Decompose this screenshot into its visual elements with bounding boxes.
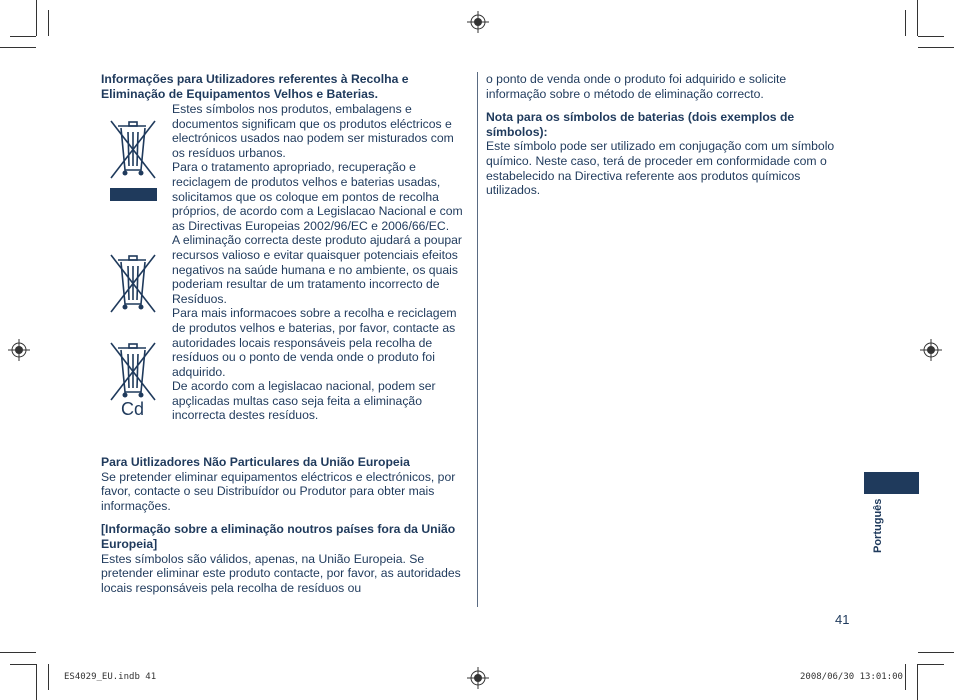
crop-mark — [917, 664, 918, 700]
section-heading-outside-eu: [Informação sobre a eliminação noutros países fora da União Europeia] — [101, 522, 456, 551]
symbol-description-3b: De acordo com a legislacao nacional, podem ser apçlicadas multas caso seja feita a eliminação incorrecta destes resíduos. — [172, 379, 436, 423]
crossed-bin-icon — [108, 340, 158, 406]
crop-mark — [918, 664, 944, 665]
crop-mark — [10, 664, 36, 665]
footer-datetime: 2008/06/30 13:01:00 — [800, 672, 903, 682]
footer-file-info: ES4029_EU.indb 41 — [64, 672, 157, 682]
crop-mark — [918, 36, 944, 37]
section-heading-non-private: Para Uitlizadores Não Particulares da União Europeia — [101, 455, 410, 469]
crop-mark — [36, 664, 37, 700]
crop-mark — [0, 652, 36, 653]
language-tab — [864, 472, 919, 494]
language-label: Português — [872, 498, 884, 553]
registration-mark-icon — [920, 339, 942, 361]
paragraph-non-private: Se pretender eliminar equipamentos eléctricos e electrónicos, por favor, contacte o seu Distribuídor ou Produtor para obter mais informações. — [101, 469, 456, 513]
paragraph-continued: o ponto de venda onde o produto foi adquirido e solicite informação sobre o método de eliminação correcto. — [486, 72, 787, 101]
section-heading-recolha: Informações para Utilizadores referentes à Recolha e Eliminação de Equipamentos Velhos e Baterias. — [101, 72, 409, 101]
crop-mark — [918, 47, 954, 48]
crossed-bin-icon — [108, 118, 158, 204]
symbol-description-3: Para mais informacoes sobre a recolha e reciclagem de produtos velhos e baterias, por favor, contacte as autoridades locais responsáveis pela recolha de resíduos ou o ponto de venda onde o produto foi adquirido. — [172, 306, 457, 379]
crop-mark — [917, 0, 918, 36]
symbol-description-1b: Para o tratamento apropriado, recuperação e reciclagem de produtos velhos e baterias usadas, solicitamos que os coloque em pontos de recolha próprios, de acordo com a Legislacao Nacional e com as Directivas Europeias 2002/96/EC e 2006/66/EC. — [172, 160, 463, 233]
paragraph-outside-eu: Estes símbolos são válidos, apenas, na União Europeia. Se pretender eliminar este produto contacte, por favor, as autoridades locais responsáveis pela recolha de resíduos ou — [101, 551, 461, 595]
crop-mark — [36, 0, 37, 36]
symbol-description-2: A eliminação correcta deste produto ajudará a poupar recursos valioso e evitar quaisquer potenciais efeitos negativos na saúde humana e no ambiente, os quais poderiam resultar de um tratamento incorrecto de Resíduos. — [172, 233, 462, 306]
cadmium-symbol-label: Cd — [121, 399, 145, 419]
page-number: 41 — [835, 612, 850, 627]
registration-mark-icon — [467, 11, 489, 33]
crop-mark — [905, 10, 906, 36]
registration-mark-icon — [467, 667, 489, 689]
crop-mark — [918, 652, 954, 653]
crop-mark — [48, 10, 49, 36]
column-divider — [477, 72, 478, 607]
paragraph-battery-note: Este símbolo pode ser utilizado em conjugação com um símbolo químico. Neste caso, terá de proceder em conformidade com o estabelecido na Directiva referente aos produtos químicos utilizados. — [486, 139, 835, 198]
crossed-bin-icon — [108, 252, 158, 318]
section-heading-battery-note: Nota para os símbolos de baterias (dois exemplos de símbolos): — [486, 110, 795, 139]
crop-mark — [10, 36, 36, 37]
crop-mark — [0, 47, 36, 48]
crop-mark — [48, 664, 49, 690]
crop-mark — [905, 664, 906, 690]
registration-mark-icon — [8, 339, 30, 361]
symbol-description-1: Estes símbolos nos produtos, embalagens e documentos significam que os produtos eléctricos e electrónicos usados nao podem ser misturados com os resíduos urbanos. — [172, 102, 454, 160]
